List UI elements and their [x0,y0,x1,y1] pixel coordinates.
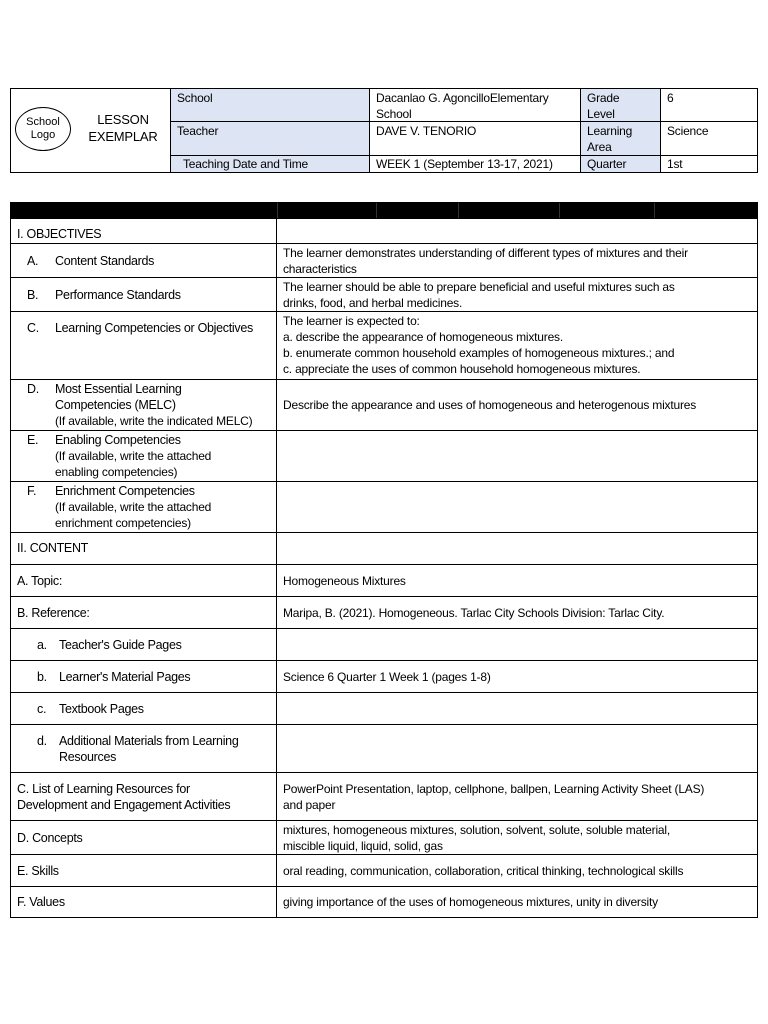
teachers-guide-label [11,629,277,660]
school-value-line2: School [376,107,412,121]
objective-row-d [11,379,757,430]
text-line: mixtures, homogeneous mixtures, solution, solvent, solute, soluble material, [283,822,670,837]
item-letter: D. [27,382,39,396]
enabling-competencies-label [11,431,277,481]
teacher-value: DAVE V. TENORIO [370,122,581,156]
concepts-label: D. Concepts [11,821,277,854]
item-label: Content Standards [55,253,155,268]
objective-row-b [11,277,757,311]
grade-label-line1: Grade [587,91,620,105]
content-standards-text [277,244,757,277]
school-logo [15,107,71,151]
content-standards-label [11,244,277,277]
learning-area-label [581,122,661,156]
text-line: characteristics [283,261,357,276]
item-label: Textbook Pages [59,701,144,716]
enabling-competencies-text [277,431,757,481]
objectives-heading: I. OBJECTIVES [11,219,277,243]
additional-materials-value [277,725,757,772]
enrichment-note-line2: enrichment competencies) [55,516,191,530]
grade-label [581,89,661,122]
enabling-note-line2: enabling competencies) [55,465,178,479]
grade-label-line2: Level [587,107,615,121]
learning-competencies-text [277,312,757,379]
item-label: Learning Competencies or Objectives [55,321,253,335]
values-value: giving importance of the uses of homogeneous mixtures, unity in diversity [283,895,658,909]
learning-competencies-label [11,312,277,379]
item-label-line1: Additional Materials from Learning [59,733,239,748]
reference-value: Maripa, B. (2021). Homogeneous. Tarlac City Schools Division: Tarlac City. [283,605,665,620]
label-line1: C. List of Learning Resources for [17,781,190,796]
item-label-line2: Resources [59,749,117,764]
additional-materials-row [11,724,757,772]
item-letter: a. [37,637,47,652]
quarter-value: 1st [667,157,683,171]
document-title [75,111,171,145]
enrichment-competencies-text [277,482,757,532]
performance-standards-text [277,278,757,311]
content-heading: II. CONTENT [11,533,277,564]
table-header-band [11,203,757,218]
topic-value: Homogeneous Mixtures [283,573,406,588]
text-line: c. appreciate the uses of common household homogeneous mixtures. [283,362,641,376]
objective-row-e [11,430,757,481]
item-letter: C. [27,321,39,335]
objective-row-c [11,311,757,379]
item-label: Enrichment Competencies [55,484,195,498]
content-heading-row [11,532,757,564]
textbook-pages-value [277,693,757,724]
teachers-guide-value [277,629,757,660]
logo-title-cell [11,89,171,172]
learning-resources-value [277,773,757,820]
learning-resources-row [11,772,757,820]
item-label-line2: Competencies (MELC) [55,398,176,412]
enrichment-competencies-label [11,482,277,532]
text-line: miscible liquid, liquid, solid, gas [283,838,443,853]
date-label: Teaching Date and Time [171,156,370,172]
school-value-line1: Dacanlao G. AgoncilloElementary [376,91,549,105]
text-line: b. enumerate common household examples of homogeneous mixtures.; and [283,346,675,360]
item-letter: B. [27,287,39,302]
grade-value: 6 [661,89,757,122]
melc-text: Describe the appearance and uses of homogeneous and heterogenous mixtures [283,398,697,412]
topic-label: A. Topic: [11,565,277,596]
logo-text-line1: School [26,116,60,128]
teachers-guide-row [11,628,757,660]
text-line: a. describe the appearance of homogeneous mixtures. [283,330,563,344]
text-line: and paper [283,797,336,812]
area-label-line1: Learning [587,124,633,138]
learners-material-value: Science 6 Quarter 1 Week 1 (pages 1-8) [283,669,491,684]
skills-label: E. Skills [11,855,277,886]
lesson-header-table [10,88,758,173]
item-label: Teacher's Guide Pages [59,637,182,652]
teacher-label: Teacher [171,122,370,156]
performance-standards-label [11,278,277,311]
objective-row-a [11,243,757,277]
label-line2: Development and Engagement Activities [17,797,231,812]
logo-text-line2: Logo [30,129,56,141]
concepts-row [11,820,757,854]
melc-label [11,380,277,430]
values-row [11,886,757,917]
reference-label: B. Reference: [11,597,277,628]
topic-row [11,564,757,596]
values-label: F. Values [11,887,277,917]
skills-row [11,854,757,886]
melc-note: (If available, write the indicated MELC) [55,414,253,428]
textbook-pages-label [11,693,277,724]
item-label-line1: Most Essential Learning [55,382,182,396]
school-value [370,89,581,122]
lesson-plan-table [10,202,758,918]
reference-row [11,596,757,628]
item-letter: F. [27,484,37,498]
item-letter: E. [27,433,39,447]
area-label-line2: Area [587,140,612,154]
enabling-note-line1: (If available, write the attached [55,449,212,463]
title-line1: LESSON [97,112,149,127]
text-line: The learner demonstrates understanding of different types of mixtures and their [283,245,688,260]
item-label: Learner's Material Pages [59,669,191,684]
date-value: WEEK 1 (September 13-17, 2021) [370,156,581,172]
item-letter: A. [27,253,39,268]
objectives-heading-row [11,218,757,243]
text-line: PowerPoint Presentation, laptop, cellphone, ballpen, Learning Activity Sheet (LAS) [283,781,705,796]
item-letter: c. [37,701,47,716]
quarter-label: Quarter [581,156,661,172]
learners-material-row [11,660,757,692]
textbook-pages-row [11,692,757,724]
item-letter: b. [37,669,47,684]
item-label: Enabling Competencies [55,433,181,447]
title-line2: EXEMPLAR [88,129,158,144]
concepts-value [277,821,757,854]
objective-row-f [11,481,757,532]
text-line: The learner should be able to prepare beneficial and useful mixtures such as [283,279,675,294]
item-letter: d. [37,733,47,748]
text-line: drinks, food, and herbal medicines. [283,295,463,310]
enrichment-note-line1: (If available, write the attached [55,500,212,514]
text-line: The learner is expected to: [283,314,420,328]
learning-area-value: Science [661,122,757,156]
learning-resources-label [11,773,277,820]
school-label: School [171,89,370,122]
learners-material-label [11,661,277,692]
skills-value: oral reading, communication, collaboration, critical thinking, technological skills [283,863,684,878]
item-label: Performance Standards [55,287,181,302]
additional-materials-label [11,725,277,772]
